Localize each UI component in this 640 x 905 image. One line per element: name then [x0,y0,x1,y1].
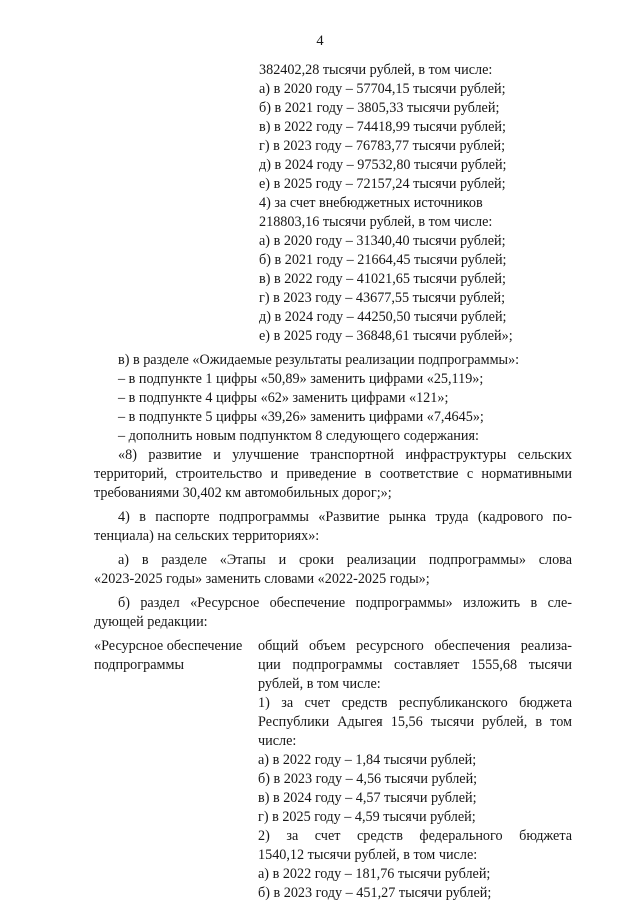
text-line: а) в 2020 году – 31340,40 тысячи рублей; [259,233,506,249]
text-line: территорий, строительство и приведение в соответствие с нормативными [94,466,572,482]
text-line: – в подпункте 1 цифры «50,89» заменить цифрами «25,119»; [118,371,484,387]
text-line: б) в 2021 году – 21664,45 тысячи рублей; [259,252,507,268]
table-right-line: а) в 2022 году – 181,76 тысячи рублей; [258,866,491,882]
text-line: д) в 2024 году – 97532,80 тысячи рублей; [259,157,507,173]
table-right-line: г) в 2025 году – 4,59 тысячи рублей; [258,809,476,825]
text-line: а) в разделе «Этапы и сроки реализации подпрограммы» слова [118,552,572,568]
text-line: е) в 2025 году – 72157,24 тысячи рублей; [259,176,506,192]
text-line: 4) за счет внебюджетных источников [259,195,483,211]
text-line: в) в 2022 году – 74418,99 тысячи рублей; [259,119,506,135]
text-line: 218803,16 тысячи рублей, в том числе: [259,214,493,230]
table-left-label: подпрограммы [94,657,184,673]
text-line: в) в разделе «Ожидаемые результаты реализации подпрограммы»: [118,352,520,368]
text-line: – в подпункте 5 цифры «39,26» заменить цифрами «7,4645»; [118,409,484,425]
table-right-line: в) в 2024 году – 4,57 тысячи рублей; [258,790,477,806]
table-right-line: Республики Адыгея 15,56 тысячи рублей, в том [258,714,572,730]
text-line: б) раздел «Ресурсное обеспечение подпрограммы» изложить в сле- [118,595,572,611]
text-line: тенциала) на сельских территориях»: [94,528,320,544]
table-right-line: общий объем ресурсного обеспечения реализа- [258,638,572,654]
table-right-line: ции подпрограммы составляет 1555,68 тысячи [258,657,572,673]
text-line: – в подпункте 4 цифры «62» заменить цифрами «121»; [118,390,449,406]
text-line: 382402,28 тысячи рублей, в том числе: [259,62,493,78]
text-line: 4) в паспорте подпрограммы «Развитие рынка труда (кадрового по- [118,509,572,525]
text-line: е) в 2025 году – 36848,61 тысячи рублей»; [259,328,513,344]
table-right-line: б) в 2023 году – 451,27 тысячи рублей; [258,885,492,901]
text-line: «2023-2025 годы» заменить словами «2022-2025 годы»; [94,571,430,587]
text-line: – дополнить новым подпунктом 8 следующего содержания: [118,428,479,444]
table-right-line: б) в 2023 году – 4,56 тысячи рублей; [258,771,478,787]
table-right-line: числе: [258,733,297,749]
text-line: г) в 2023 году – 43677,55 тысячи рублей; [259,290,506,306]
text-line: а) в 2020 году – 57704,15 тысячи рублей; [259,81,506,97]
table-right-line: рублей, в том числе: [258,676,381,692]
text-line: «8) развитие и улучшение транспортной инфраструктуры сельских [118,447,572,463]
text-line: требованиями 30,402 км автомобильных дорог;»; [94,485,392,501]
text-line: д) в 2024 году – 44250,50 тысячи рублей; [259,309,507,325]
table-right-line: 2) за счет средств федерального бюджета [258,828,572,844]
text-line: г) в 2023 году – 76783,77 тысячи рублей; [259,138,506,154]
text-line: в) в 2022 году – 41021,65 тысячи рублей; [259,271,506,287]
text-line: б) в 2021 году – 3805,33 тысячи рублей; [259,100,500,116]
table-right-line: а) в 2022 году – 1,84 тысячи рублей; [258,752,477,768]
table-right-line: 1) за счет средств республиканского бюджета [258,695,572,711]
table-left-label: «Ресурсное обеспечение [94,638,243,654]
table-right-line: 1540,12 тысячи рублей, в том числе: [258,847,478,863]
text-line: дующей редакции: [94,614,208,630]
page-number: 4 [316,33,324,49]
